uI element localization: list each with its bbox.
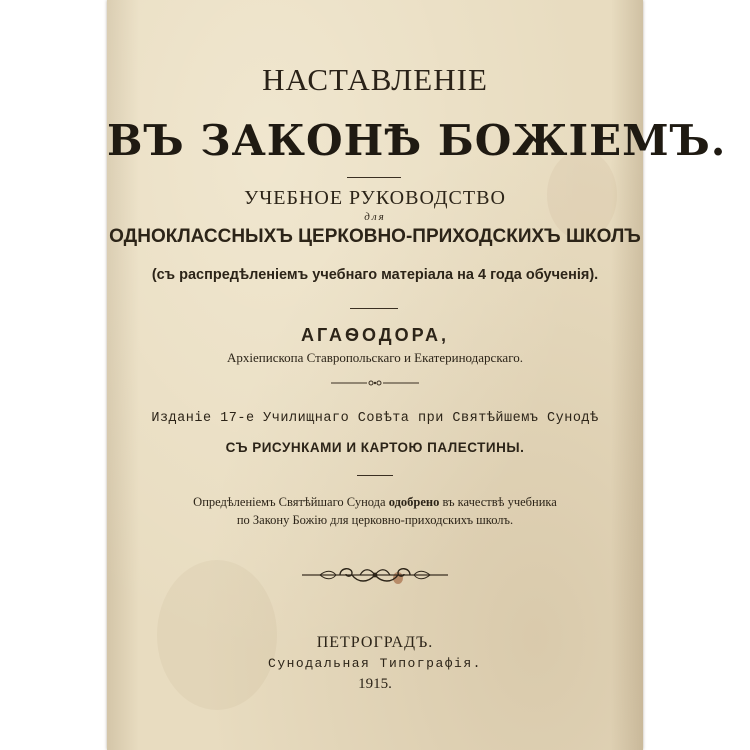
illustrations-line: СЪ РИСУНКАМИ И КАРТОЮ ПАЛЕСТИНЫ. [225,440,525,455]
subtitle-line-1: УЧЕБНОЕ РУКОВОДСТВО [244,187,506,209]
approval-divider [357,475,393,476]
distribution-note: (съ распредѣленiемъ учебнаго матерiала на 4 года обученiя). [151,267,599,283]
title-page [107,0,727,750]
approval-emphasis: одобрено [388,495,440,509]
subtitle-line-3: ОДНОКЛАССНЫХЪ ЦЕРКОВНО-ПРИХОДСКИХЪ ШКОЛЪ [109,226,641,247]
approval-text-a: Опредѣленiемъ Святѣйшаго Сунода [193,495,386,509]
approval-line-1 [107,495,643,510]
small-ornament-divider [329,378,421,388]
subtitle-line-2: для [364,211,386,223]
author-name: АГАѲОДОРА, [300,325,450,345]
edition-line: Изданiе 17-е Училищнаго Совѣта при Святѣйшемъ Сунодѣ [151,411,599,426]
year: 1915. [358,676,392,692]
title-divider [347,177,401,178]
approval-text-b: въ качествѣ учебника [442,495,557,509]
city: ПЕТРОГРАДЪ. [316,634,434,651]
title-line-2: ВЪ ЗАКОНѢ БОЖIЕМЪ. [107,116,727,165]
title-line-1: НАСТАВЛЕНIЕ [262,62,488,97]
approval-line-2: по Закону Божiю для церковно-приходскихъ школъ. [236,513,514,527]
author-title: Архiепископа Ставропольскаго и Екатеринодарскаго. [227,350,523,365]
printer: Сунодальная Типографiя. [268,656,482,671]
author-divider [350,308,398,309]
scroll-ornament [300,564,450,586]
